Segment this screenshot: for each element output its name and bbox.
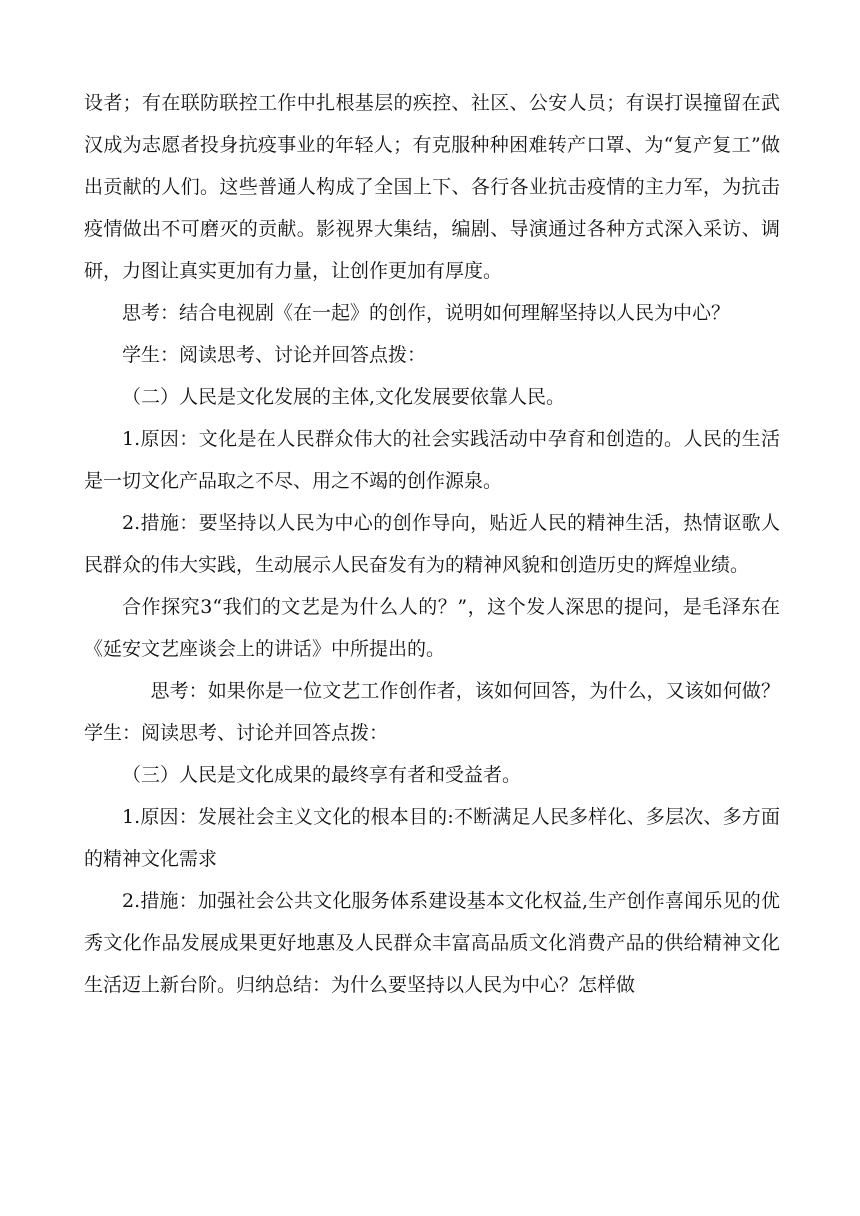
heading-section-2: （二）人民是文化发展的主体,文化发展要依靠人民。 [122,386,566,408]
paragraph-reason-2: 1.原因：文化是在人民群众伟大的社会实践活动中孕育和创造的。人民的生活是一切文化产品取之不尽、用之不竭的创作源泉。 [84,428,780,492]
paragraph-reason-3: 1.原因：发展社会主义文化的根本目的:不断满足人民多样化、多层次、多方面的精神文化需求 [84,806,780,870]
paragraph-continuation: 设者；有在联防联控工作中扎根基层的疾控、社区、公安人员；有误打误撞留在武汉成为志愿者投身抗疫事业的年轻人；有克服种种困难转产口罩、为“复产复工”做出贡献的人们。这些普通人构成了全国上下、各行各业抗击疫情的主力军，为抗击疫情做出不可磨灭的贡献。影视界大集结，编剧、导演通过各种方式深入采访、调研，力图让真实更加有力量，让创作更加有厚度。 [84,92,780,282]
paragraph-student-1: 学生：阅读思考、讨论并回答点拨： [122,344,427,366]
paragraph-measure-2: 2.措施：要坚持以人民为中心的创作导向，贴近人民的精神生活，热情讴歌人民群众的伟大实践，生动展示人民奋发有为的精神风貌和创造历史的辉煌业绩。 [84,512,780,576]
paragraph-explore-3: 合作探究3“我们的文艺是为什么人的？”，这个发人深思的提问，是毛泽东在《延安文艺座谈会上的讲话》中所提出的。 [84,596,780,660]
document-page [84,82,780,1006]
paragraph-measure-3: 2.措施：加强社会公共文化服务体系建设基本文化权益,生产创作喜闻乐见的优秀文化作品发展成果更好地惠及人民群众丰富高品质文化消费产品的供给精神文化生活迈上新台阶。归纳总结：为什么要坚持以人民为中心？怎样做 [84,890,780,996]
heading-section-3: （三）人民是文化成果的最终享有者和受益者。 [122,764,522,786]
paragraph-think-1: 思考：结合电视剧《在一起》的创作，说明如何理解坚持以人民为中心？ [122,302,731,324]
paragraph-think-2: 思考：如果你是一位文艺工作创作者，该如何回答，为什么，又该如何做？学生：阅读思考、讨论并回答点拨： [84,680,780,744]
